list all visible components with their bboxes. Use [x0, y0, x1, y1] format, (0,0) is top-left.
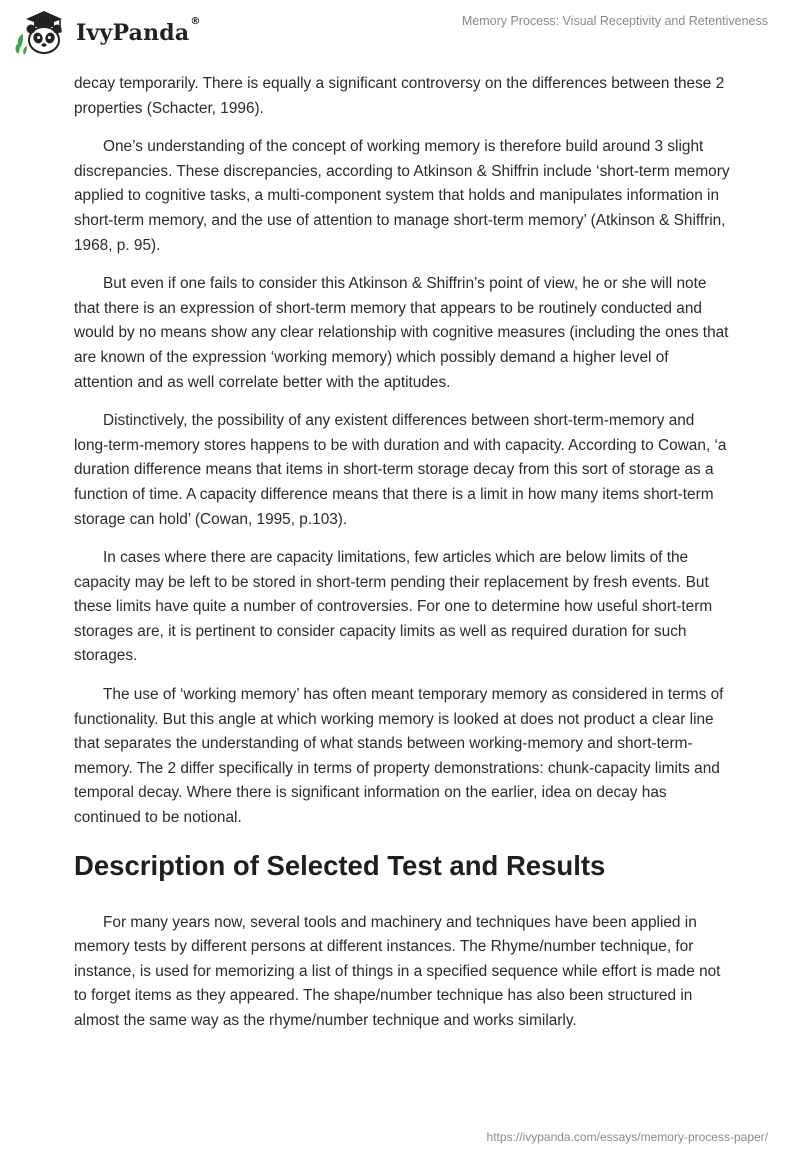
page-header: [0, 0, 800, 70]
article-body: [74, 72, 730, 1048]
section-heading: Description of Selected Test and Results: [74, 849, 606, 881]
document-title: Memory Process: Visual Receptivity and Retentiveness: [461, 14, 768, 28]
paragraph: The use of ‘working memory’ has often meant temporary memory as considered in terms of functionality. But this angle at which working memory is looked at does not product a clear line that separates the understanding of what stands between working-memory and short-term-memory. The 2 differ specifically in terms of property demonstrations: chunk-capacity limits and temporal decay. Where there is significant information on the earlier, idea on decay has continued to be notional.: [74, 686, 724, 827]
paragraph: Distinctively, the possibility of any existent differences between short-term-memory and long-term-memory stores happens to be with duration and with capacity. According to Cowan, ‘a duration difference means that items in short-term storage decay from this sort of storage as a function of time. A capacity difference means that there is a limit in how many items short-term storage can hold’ (Cowan, 1995, p.103).: [74, 412, 727, 528]
paragraph: One’s understanding of the concept of working memory is therefore build around 3 slight discrepancies. These discrepancies, according to Atkinson & Shiffrin include ‘short-term memory applied to cognitive tasks, a multi-component system that holds and manipulates information in short-term memory, and the use of attention to manage short-term memory’ (Atkinson & Shiffrin, 1968, p. 95).: [74, 138, 730, 254]
ivypanda-logo[interactable]: [14, 8, 201, 58]
source-url[interactable]: https://ivypanda.com/essays/memory-process-paper/: [486, 1130, 768, 1144]
paragraph: But even if one fails to consider this Atkinson & Shiffrin’s point of view, he or she will note that there is an expression of short-term memory that appears to be routinely conducted and would by no means show any clear relationship with cognitive measures (including the ones that are known of the expression ‘working memory) which possibly demand a higher level of attention and as well correlate better with the aptitudes.: [74, 275, 729, 391]
logo-wordmark: IvyPanda®: [76, 16, 201, 46]
paragraph: For many years now, several tools and machinery and techniques have been applied in memory tests by different persons at different instances. The Rhyme/number technique, for instance, is used for memorizing a list of things in a specified sequence while effort is made not to forget items as they appeared. The shape/number technique has also been structured in almost the same way as the rhyme/number technique and works similarly.: [74, 913, 721, 1029]
registered-mark: ®: [190, 16, 201, 27]
panda-graduate-icon: [14, 8, 72, 58]
paragraph: decay temporarily. There is equally a significant controversy on the differences between these 2 properties (Schacter, 1996).: [74, 75, 725, 117]
paragraph: In cases where there are capacity limitations, few articles which are below limits of the capacity may be left to be stored in short-term pending their replacement by fresh events. But these limits have quite a number of controversies. For one to determine how useful short-term storages are, it is pertinent to consider capacity limits as well as required duration for such storages.: [74, 549, 713, 665]
